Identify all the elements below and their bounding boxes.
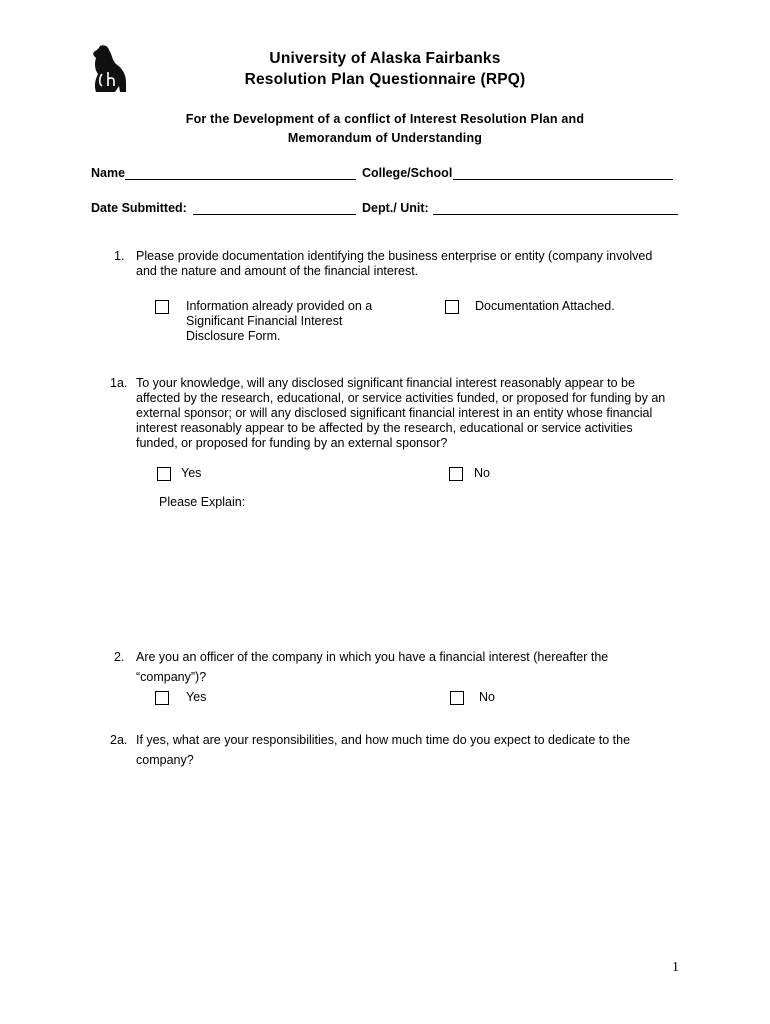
subtitle: For the Development of a conflict of Interest Resolution Plan and [185, 112, 585, 126]
q2-yes-checkbox[interactable] [155, 691, 169, 705]
college-label: College/School [362, 166, 453, 180]
q1-info-provided-checkbox[interactable] [155, 300, 169, 314]
q1a-text-line2: affected by the research, educational, or service activities funded, or proposed for funding by an [136, 391, 666, 405]
q2-no-label: No [479, 690, 495, 704]
page-number: 1 [672, 960, 679, 975]
q2a-text-line1: If yes, what are your responsibilities, and how much time do you expect to dedicate to the [136, 733, 631, 747]
q1a-yes-checkbox[interactable] [157, 467, 171, 481]
q1-number: 1. [114, 249, 125, 263]
q1a-no-label: No [474, 466, 490, 480]
q1a-number: 1a. [110, 376, 128, 390]
page-title: University of Alaska Fairbanks [269, 50, 501, 67]
q1-text-line2: and the nature and amount of the financial interest. [136, 264, 419, 278]
q1a-no-checkbox[interactable] [449, 467, 463, 481]
q1a-yes-label: Yes [181, 466, 202, 480]
q1a-text-line1: To your knowledge, will any disclosed significant financial interest reasonably appear to be [136, 376, 635, 390]
q1-text-line1: Please provide documentation identifying the business enterprise or entity (company involved [136, 249, 653, 263]
q1-option1-line2: Significant Financial Interest [186, 314, 343, 328]
q1a-text-line5: funded, or proposed for funding by an external sponsor? [136, 436, 448, 450]
q1-option1-line1: Information already provided on a [186, 299, 373, 313]
college-field[interactable] [453, 179, 673, 180]
name-field[interactable] [125, 179, 356, 180]
q1a-text-line4: interest reasonably appear to be affected by the research, educational or service activities [136, 421, 633, 435]
date-submitted-field[interactable] [193, 214, 356, 215]
q2-no-checkbox[interactable] [450, 691, 464, 705]
date-submitted-label: Date Submitted: [91, 201, 187, 215]
q2-yes-label: Yes [186, 690, 207, 704]
q2a-text-line2: company? [136, 753, 194, 767]
dept-unit-field[interactable] [433, 214, 678, 215]
q1a-explain-label: Please Explain: [159, 495, 246, 509]
name-label: Name [91, 166, 126, 180]
q1a-text-line3: external sponsor; or will any disclosed significant financial interest in an entity whose financial [136, 406, 653, 420]
q1-documentation-attached-checkbox[interactable] [445, 300, 459, 314]
dept-unit-label: Dept./ Unit: [362, 201, 429, 215]
subtitle-line2: Memorandum of Understanding [287, 131, 483, 145]
q2-text-line1: Are you an officer of the company in which you have a financial interest (hereafter the [136, 650, 609, 664]
q1-option1-line3: Disclosure Form. [186, 329, 281, 343]
q1-option2: Documentation Attached. [475, 299, 615, 313]
q2-number: 2. [114, 650, 125, 664]
page-title-line2: Resolution Plan Questionnaire (RPQ) [244, 71, 526, 88]
q2-text-line2: “company”)? [136, 670, 207, 684]
q2a-number: 2a. [110, 733, 128, 747]
